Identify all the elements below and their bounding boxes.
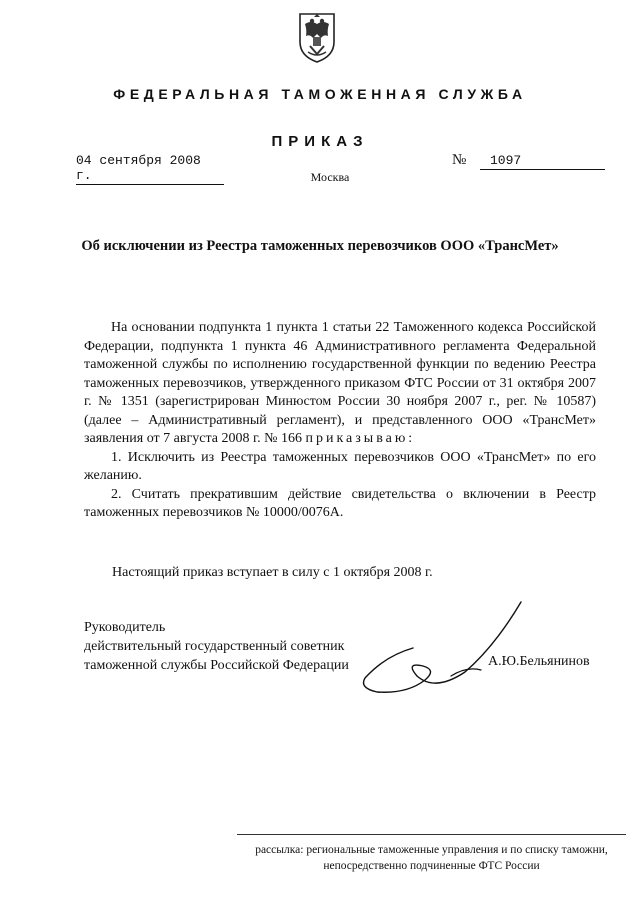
signatory-line-2: действительный государственный советник bbox=[84, 639, 345, 654]
distribution-line-1: рассылка: региональные таможенные управления и по списку таможни, bbox=[255, 844, 608, 856]
handwritten-signature bbox=[355, 596, 535, 706]
preamble-text: На основании подпункта 1 пункта 1 статьи 22 Таможенного кодекса Российской Федерации, подпункта 1 пункта 46 Административного регламента Федеральной таможенной службы по исполнению государственной функции по ведению Реестра таможенных перевозчиков, утвержденного приказом ФТС России от 31 октября 2007 г. № 1351 (зарегистрирован Минюстом России 30 ноября 2007 г., рег. № 10587) (далее – Административный регламент), и представленного ООО «ТрансМет» заявления от 7 августа 2008 г. № 166 bbox=[84, 320, 596, 446]
order-subject: Об исключении из Реестра таможенных перевозчиков ООО «ТрансМет» bbox=[81, 238, 559, 254]
number-sign: № bbox=[452, 152, 467, 168]
effective-date-text: Настоящий приказ вступает в силу с 1 октября 2008 г. bbox=[112, 565, 433, 580]
item-2: 2. Считать прекратившим действие свидетельства о включении в Реестр таможенных перевозчиков № 10000/0076А. bbox=[84, 486, 596, 520]
signatory-line-1: Руководитель bbox=[84, 620, 166, 635]
order-body bbox=[84, 319, 596, 523]
distribution-list bbox=[237, 842, 626, 874]
order-number: 1097 bbox=[480, 153, 605, 170]
document-type: ПРИКАЗ bbox=[271, 133, 369, 150]
signatory-name: А.Ю.Бельянинов bbox=[488, 654, 590, 669]
signatory-line-3: таможенной службы Российской Федерации bbox=[84, 658, 349, 673]
distribution-line-2: непосредственно подчиненные ФТС России bbox=[323, 860, 540, 872]
order-word: приказываю: bbox=[305, 431, 416, 446]
russian-coat-of-arms-icon bbox=[296, 10, 338, 64]
divider bbox=[237, 834, 626, 835]
preamble-paragraph bbox=[84, 319, 596, 449]
agency-name: ФЕДЕРАЛЬНАЯ ТАМОЖЕННАЯ СЛУЖБА bbox=[113, 86, 527, 102]
order-date: 04 сентября 2008 г. bbox=[76, 153, 224, 185]
city: Москва bbox=[310, 170, 350, 184]
signatory-title bbox=[84, 618, 349, 675]
item-1: 1. Исключить из Реестра таможенных перевозчиков ООО «ТрансМет» по его желанию. bbox=[84, 449, 596, 483]
